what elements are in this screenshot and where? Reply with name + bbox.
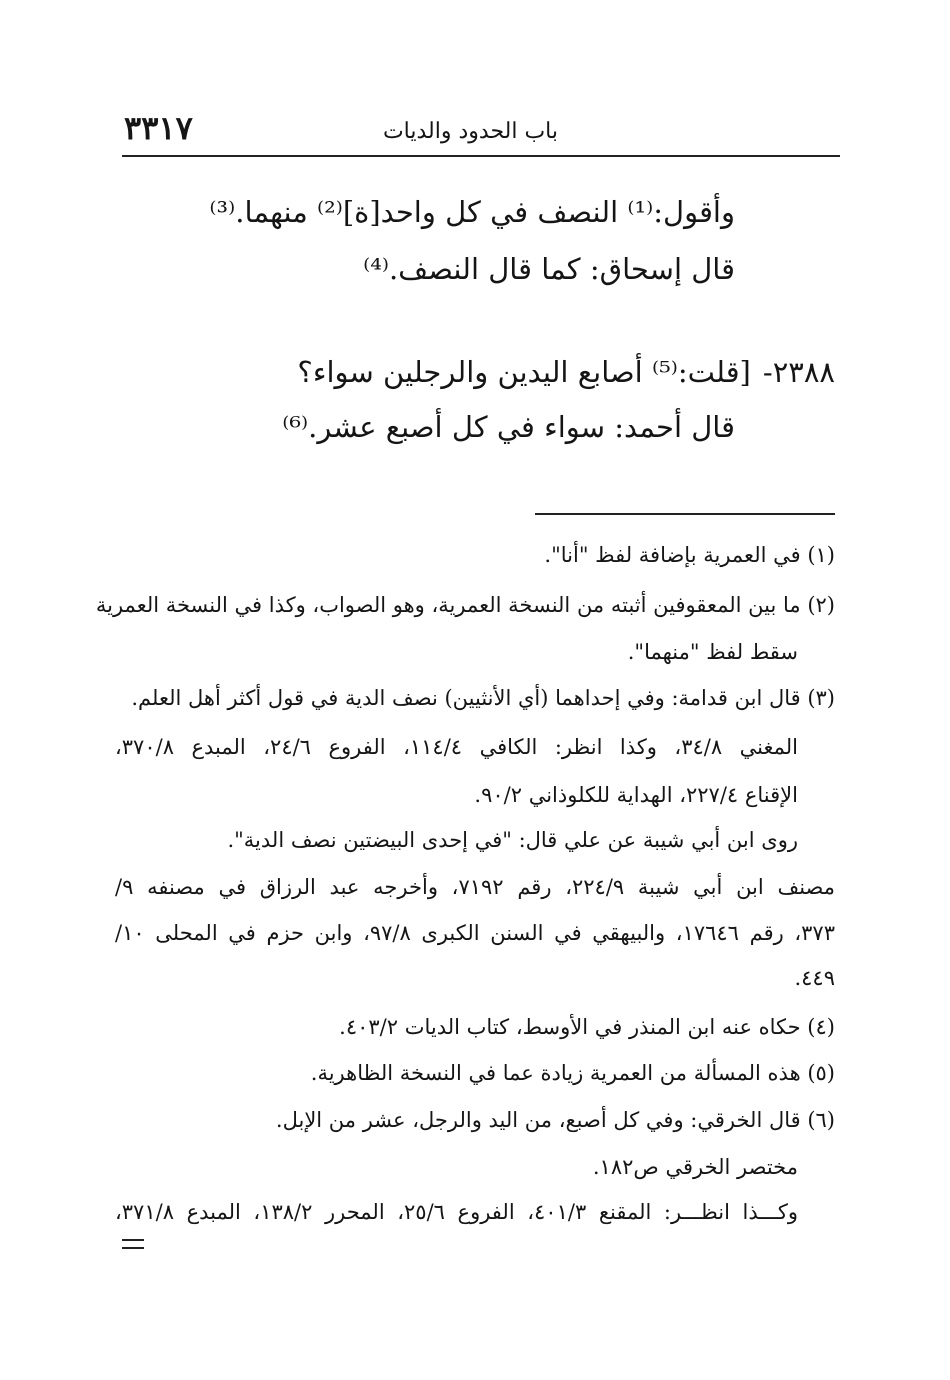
- continuation-mark: [122, 1239, 144, 1249]
- footnote-separator: [535, 513, 835, 515]
- footnote-6: (٦) قال الخرقي: وفي كل أصبع، من اليد والرجل، عشر من الإبل.: [275, 1108, 835, 1132]
- footnote-3-line-6: ٣٧٣، رقم ١٧٦٤٦، والبيهقي في السنن الكبرى ٩٧/٨، وابن حزم في المحلى ١٠/: [115, 921, 835, 945]
- footnote-3-line-5: مصنف ابن أبي شيبة ٢٢٤/٩، رقم ٧١٩٢، وأخرجه عبد الرزاق في مصنفه ٩/: [115, 875, 835, 899]
- question-text: [قلت:⁽⁵⁾ أصابع اليدين والرجلين سواء؟: [297, 355, 751, 389]
- chapter-title: باب الحدود والديات: [382, 119, 558, 144]
- page-number: ٣٣١٧: [124, 109, 193, 147]
- footnote-3-line-2: المغني ٣٤/٨، وكذا انظر: الكافي ١١٤/٤، الفروع ٢٤/٦، المبدع ٣٧٠/٨،: [115, 735, 798, 759]
- body-line-1: وأقول:⁽¹⁾ النصف في كل واحد[ة]⁽²⁾ منهما.⁽³⁾: [209, 195, 735, 229]
- footnote-3-line-4: روى ابن أبي شيبة عن علي قال: "في إحدى البيضتين نصف الدية".: [227, 828, 798, 852]
- footnote-3: (٣) قال ابن قدامة: وفي إحداهما (أي الأنثيين) نصف الدية في قول أكثر أهل العلم.: [131, 686, 835, 710]
- footnote-1: (١) في العمرية بإضافة لفظ "أنا".: [544, 543, 835, 567]
- footnote-6-line-3: وكـــذا انظـــر: المقنع ٤٠١/٣، الفروع ٢٥/٦، المحرر ١٣٨/٢، المبدع ٣٧١/٨،: [115, 1200, 798, 1224]
- footnote-3-line-7: ٤٤٩.: [794, 966, 835, 990]
- footnote-2-continued: سقط لفظ "منهما".: [627, 640, 798, 664]
- question-number: ٢٣٨٨-: [762, 355, 835, 389]
- footnote-2: (٢) ما بين المعقوفين أثبته من النسخة العمرية، وهو الصواب، وكذا في النسخة العمرية: [95, 593, 835, 617]
- footnote-5: (٥) هذه المسألة من العمرية زيادة عما في النسخة الظاهرية.: [310, 1061, 835, 1085]
- question-line: [297, 355, 835, 389]
- footnote-6-line-2: مختصر الخرقي ص١٨٢.: [592, 1155, 798, 1179]
- footnote-4: (٤) حكاه عنه ابن المنذر في الأوسط، كتاب الديات ٤٠٣/٢.: [339, 1015, 835, 1039]
- footnote-3-line-3: الإقناع ٢٢٧/٤، الهداية للكلوذاني ٩٠/٢.: [474, 783, 798, 807]
- running-header: [122, 109, 840, 157]
- answer-line: قال أحمد: سواء في كل أصبع عشر.⁽⁶⁾: [282, 410, 735, 444]
- body-line-2: قال إسحاق: كما قال النصف.⁽⁴⁾: [363, 252, 735, 286]
